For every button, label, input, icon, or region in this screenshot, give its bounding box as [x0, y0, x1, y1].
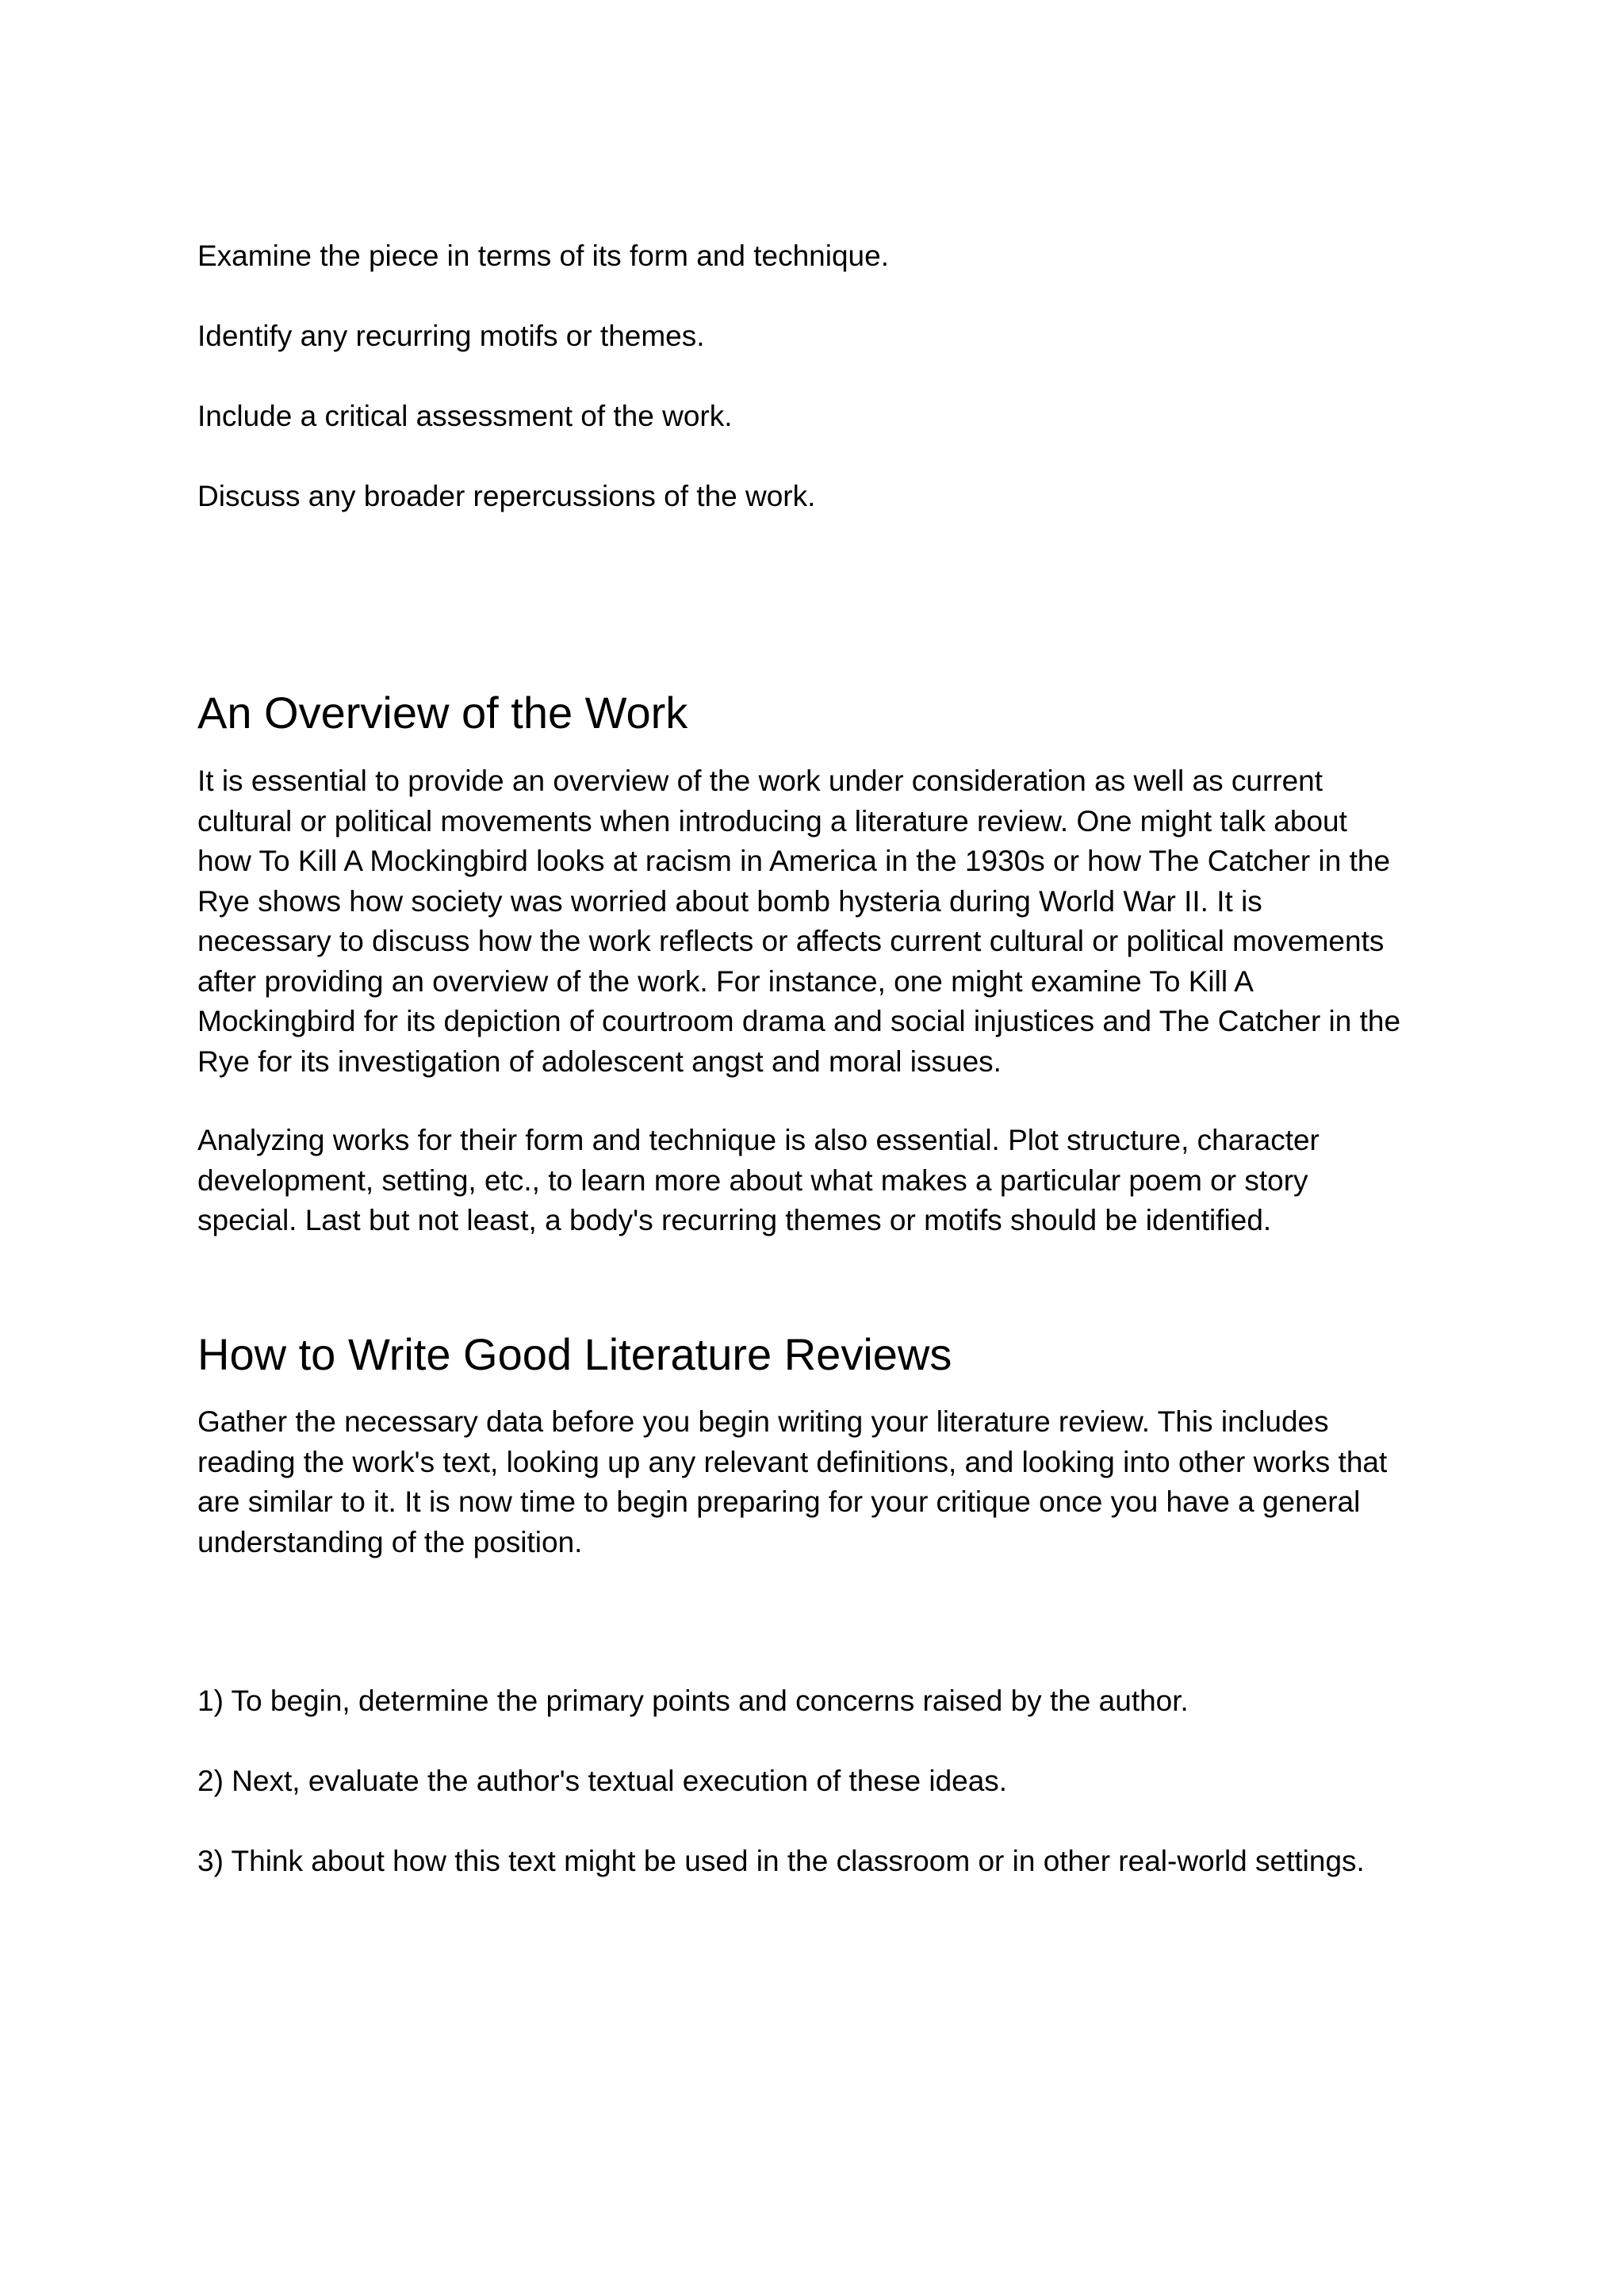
paragraph-line: necessary to discuss how the work reflects or affects current cultural or political movements: [197, 925, 1385, 957]
paragraph-line: Mockingbird for its depiction of courtroom drama and social injustices and The Catcher in the: [197, 1005, 1401, 1037]
paragraph-line: after providing an overview of the work. For instance, one might examine To Kill A: [197, 964, 1254, 998]
paragraph-line: Rye shows how society was worried about bomb hysteria during World War II. It is: [197, 884, 1262, 918]
step-item: 2) Next, evaluate the author's textual execution of these ideas.: [197, 1765, 1008, 1797]
paragraph-line: reading the work's text, looking up any relevant definitions, and looking into other works that: [197, 1445, 1388, 1478]
section-heading-overview: An Overview of the Work: [197, 688, 688, 738]
paragraph-line: development, setting, etc., to learn more about what makes a particular poem or story: [197, 1163, 1308, 1197]
overview-paragraph-2: [197, 1121, 1434, 1241]
intro-item: Examine the piece in terms of its form and technique.: [197, 240, 889, 272]
paragraph-line: Rye for its investigation of adolescent angst and moral issues.: [197, 1045, 1002, 1078]
paragraph-line: Gather the necessary data before you begin writing your literature review. This includes: [197, 1405, 1329, 1438]
paragraph-line: cultural or political movements when introducing a literature review. One might talk about: [197, 804, 1347, 838]
overview-paragraph-1: [197, 761, 1434, 1082]
intro-item: Include a critical assessment of the work.: [197, 400, 733, 432]
intro-item: Discuss any broader repercussions of the work.: [197, 480, 816, 512]
paragraph-line: understanding of the position.: [197, 1525, 583, 1558]
paragraph-line: It is essential to provide an overview of the work under consideration as well as current: [197, 765, 1323, 797]
howto-paragraph: [197, 1402, 1434, 1562]
section-heading-howto: How to Write Good Literature Reviews: [197, 1329, 952, 1379]
paragraph-line: special. Last but not least, a body's recurring themes or motifs should be identified.: [197, 1204, 1272, 1236]
intro-item: Identify any recurring motifs or themes.: [197, 320, 705, 352]
step-item: 3) Think about how this text might be used in the classroom or in other real-world settings.: [197, 1845, 1365, 1877]
paragraph-line: Analyzing works for their form and technique is also essential. Plot structure, character: [197, 1124, 1320, 1156]
paragraph-line: how To Kill A Mockingbird looks at racism in America in the 1930s or how The Catcher in the: [197, 845, 1391, 877]
paragraph-line: are similar to it. It is now time to begin preparing for your critique once you have a general: [197, 1485, 1361, 1518]
step-item: 1) To begin, determine the primary points and concerns raised by the author.: [197, 1685, 1189, 1717]
